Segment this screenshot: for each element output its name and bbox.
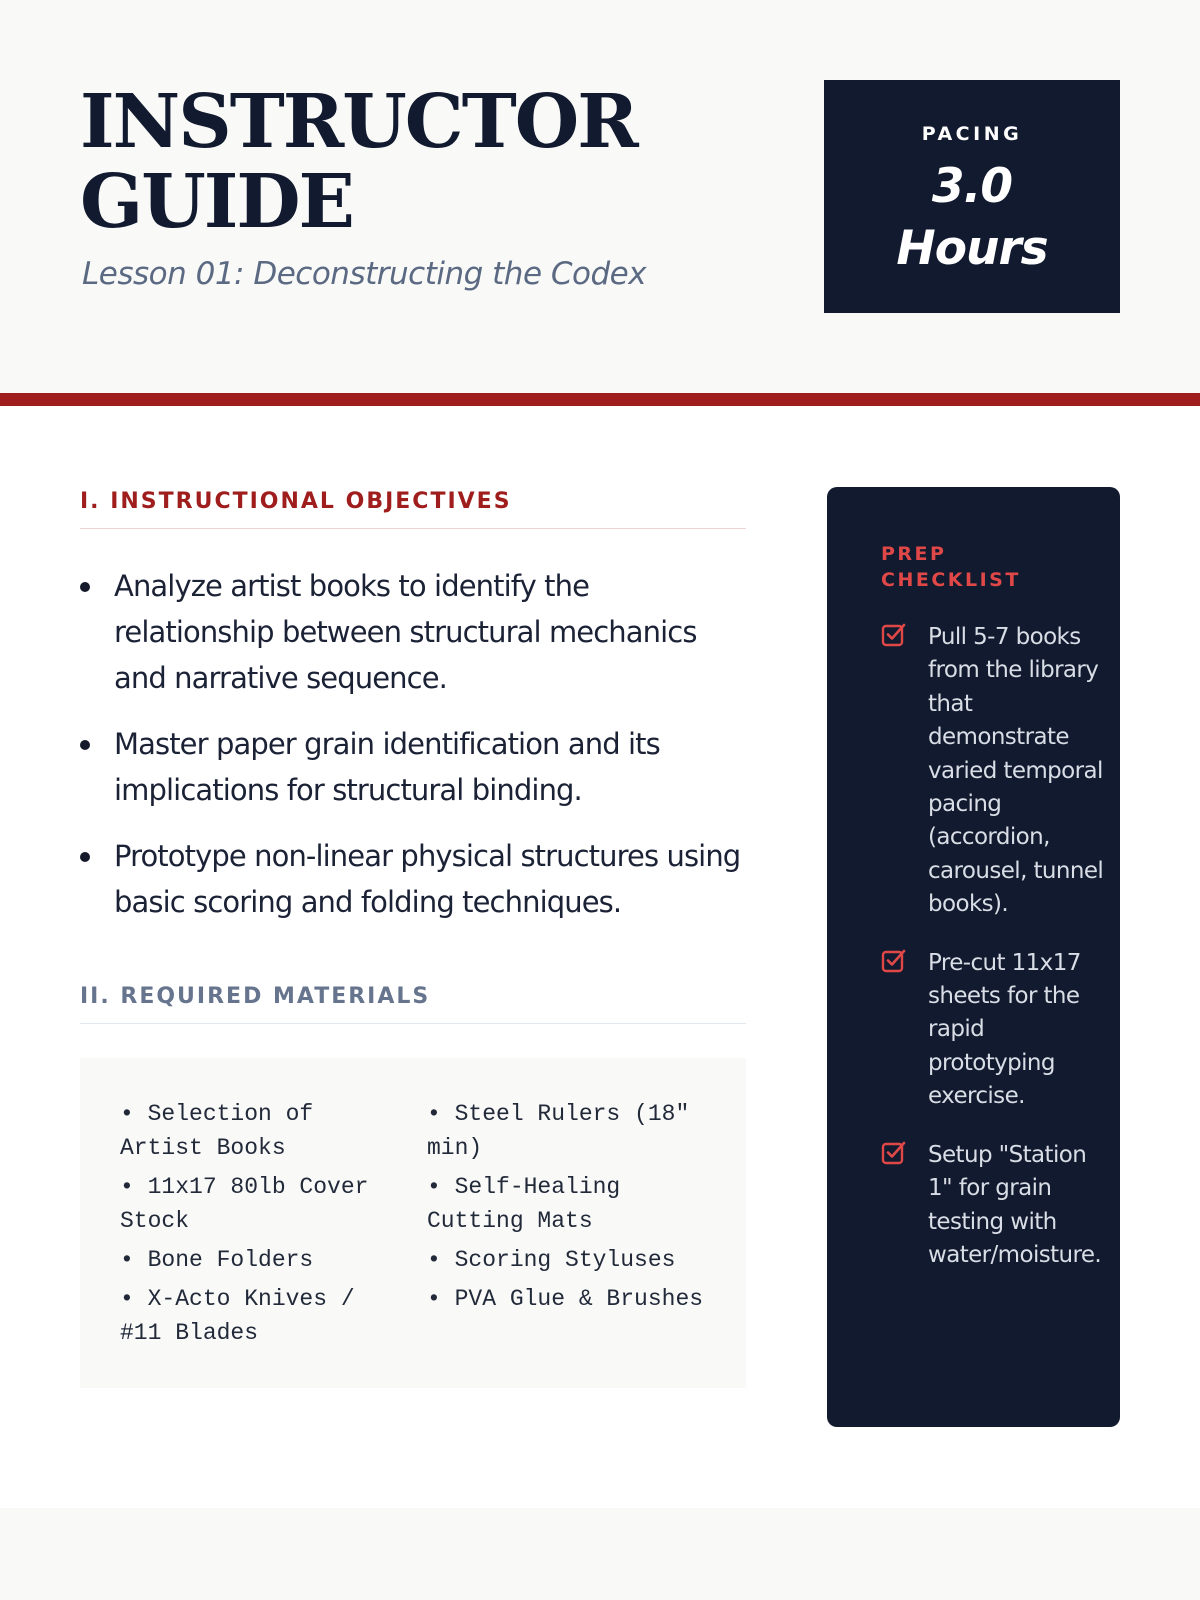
pacing-value	[824, 156, 1120, 280]
materials-box	[80, 1058, 746, 1388]
pacing-label: PACING	[921, 123, 1023, 145]
lesson-subtitle: Lesson 01: Deconstructing the Codex	[82, 256, 647, 292]
pacing-value-number: 3.0	[931, 159, 1013, 214]
materials-column-right	[427, 1097, 707, 1321]
material-item: • 11x17 80lb Cover Stock	[120, 1174, 369, 1234]
checklist-item-text: Pre-cut 11x17 sheets for the rapid prototyping exercise.	[928, 949, 1081, 1110]
objective-item: Prototype non-linear physical structures using basic scoring and folding techniques.	[80, 833, 746, 925]
title-line-1: INSTRUCTOR	[80, 79, 637, 165]
material-item: • PVA Glue & Brushes	[427, 1286, 704, 1312]
checkbox-checked-icon	[881, 947, 907, 973]
checkbox-checked-icon	[881, 1139, 907, 1165]
footer-band	[0, 1508, 1200, 1600]
page-title	[80, 79, 730, 245]
checklist-item-text: Setup "Station 1" for grain testing with water/moisture.	[928, 1141, 1102, 1268]
materials-heading: II. REQUIRED MATERIALS	[80, 984, 746, 1024]
materials-column-left	[120, 1097, 400, 1355]
objective-item: Analyze artist books to identify the relationship between structural mechanics and narrative sequence.	[80, 563, 746, 701]
material-item: • Scoring Styluses	[427, 1247, 676, 1273]
checklist-list	[881, 621, 1111, 1297]
pacing-value-unit: Hours	[896, 221, 1048, 276]
material-item: • Bone Folders	[120, 1247, 314, 1273]
checklist-item	[881, 621, 1111, 922]
checkbox-checked-icon	[881, 621, 907, 647]
title-line-2: GUIDE	[80, 159, 353, 245]
objective-item: Master paper grain identification and its implications for structural binding.	[80, 721, 746, 813]
checklist-item	[881, 947, 1111, 1114]
checklist-title: PREP CHECKLIST	[881, 543, 1021, 591]
header-divider	[0, 393, 1200, 406]
material-item: • Self-Healing Cutting Mats	[427, 1174, 621, 1234]
material-item: • X-Acto Knives / #11 Blades	[120, 1286, 355, 1346]
pacing-box	[824, 80, 1120, 313]
material-item: • Selection of Artist Books	[120, 1101, 314, 1161]
material-item: • Steel Rulers (18" min)	[427, 1101, 690, 1161]
checklist-item-text: Pull 5-7 books from the library that demonstrate varied temporal pacing (accordion, carousel, tunnel books).	[928, 624, 1104, 918]
objectives-list	[80, 563, 746, 945]
checklist-item	[881, 1139, 1111, 1273]
prep-checklist-panel	[827, 487, 1120, 1427]
objectives-heading: I. INSTRUCTIONAL OBJECTIVES	[80, 489, 746, 529]
